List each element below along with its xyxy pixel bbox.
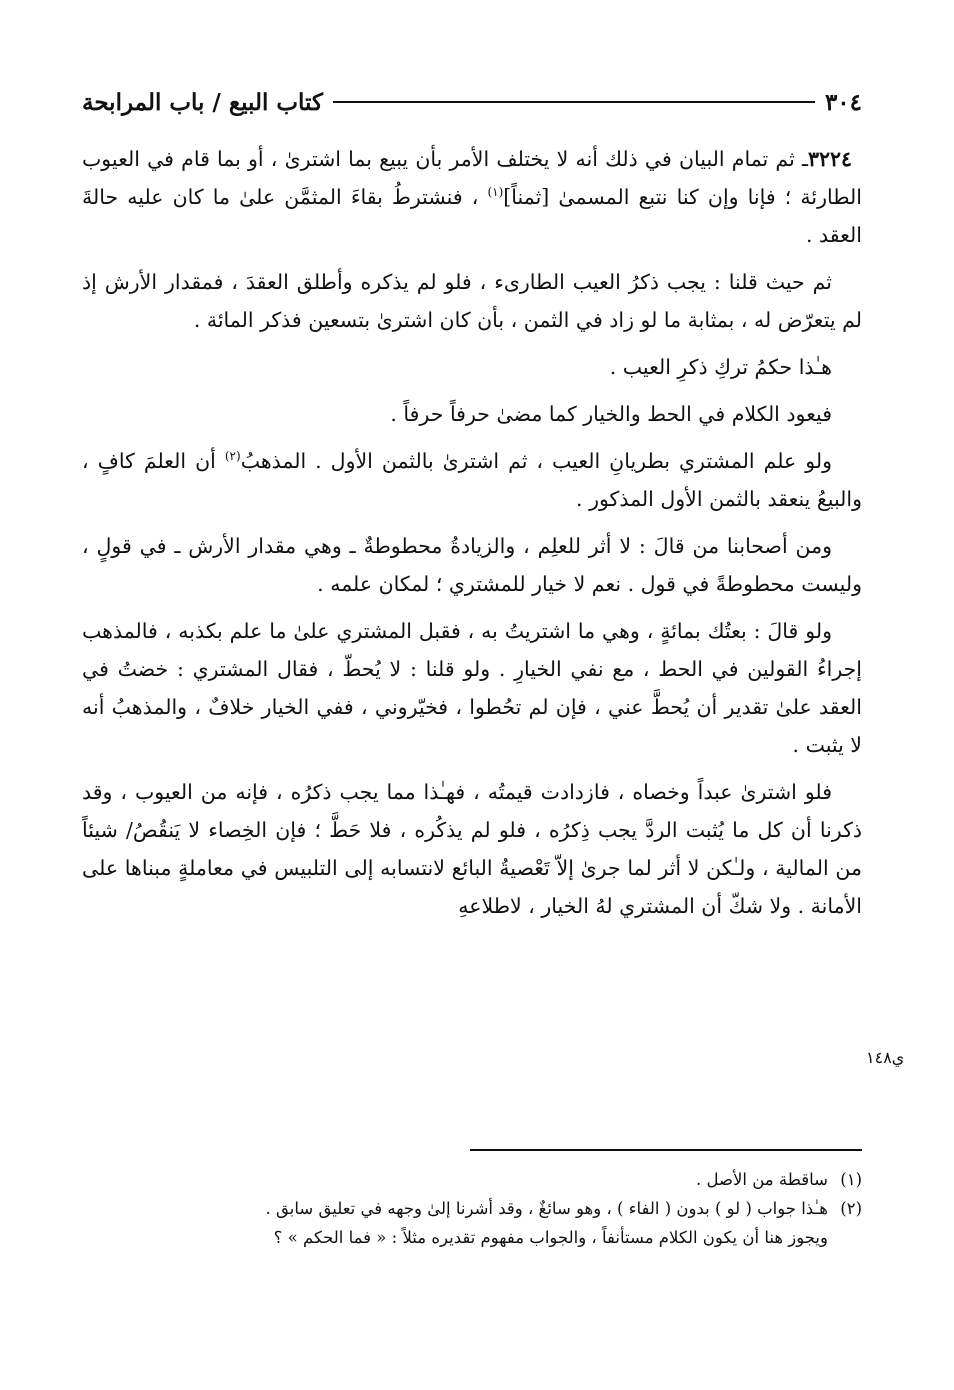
footnote-ref: (١) [487, 185, 504, 200]
paragraph-text: ولو علم المشتري بطريانِ العيب ، ثم اشترىٰ بالثمن الأول . المذهبُ [240, 449, 833, 473]
manuscript-folio-marker: ي١٤٨ [866, 1048, 905, 1067]
paragraph [82, 442, 862, 518]
paragraph-text: ، فنشترطُ بقاءَ المثمَّن علىٰ ما كان عليه حالةَ العقد . [82, 185, 862, 247]
paragraph: ولو قالَ : بعتُك بمائةٍ ، وهي ما اشتريتُ به ، فقبل المشتري علىٰ ما علم بكذبه ، فالمذهب إجراءُ القولين في الحط ، مع نفي الخيارِ . ولو قلنا : لا يُحطّ ، فقال المشتري : خضتُ في العقد علىٰ تقدير أن يُحطَّ عني ، فإن لم تحُطوا ، فخيّروني ، ففي الخيار خلافٌ ، والمذهبُ أنه لا يثبت . [82, 619, 862, 757]
main-text [82, 140, 862, 934]
paragraph: ثم حيث قلنا : يجب ذكرُ العيب الطارىء ، فلو لم يذكره وأطلق العقدَ ، فمقدار الأرش إذ لم يتعرّض له ، بمثابة ما لو زاد في الثمن ، بأن كان اشترىٰ بتسعين فذكر المائة . [82, 270, 862, 332]
footnote-text: ساقطة من الأصل . [696, 1170, 828, 1189]
footnote-number: (٢) [840, 1199, 862, 1218]
footnote-item [82, 1194, 862, 1223]
paragraph-issue [82, 140, 862, 254]
paragraph-text: أن العلمَ كافٍ ، والبيعُ ينعقد بالثمن الأول المذكور . [82, 449, 862, 511]
footnotes [82, 1165, 862, 1252]
paragraph: فيعود الكلام في الحط والخيار كما مضىٰ حرفاً حرفاً . [390, 402, 832, 426]
issue-number: ٣٢٢٤ [807, 147, 852, 171]
footnote-ref: (٢) [224, 449, 241, 464]
page-header [82, 82, 862, 122]
footnote-text: هـٰذا جواب ( لو ) بدون ( الفاء ) ، وهو سائغٌ ، وقد أشرنا إلىٰ وجهه في تعليق سابق . [265, 1199, 828, 1218]
page-number: ٣٠٤ [824, 88, 862, 116]
footnote-item [82, 1165, 862, 1194]
running-title: كتاب البيع / باب المرابحة [82, 88, 323, 116]
paragraph: ومن أصحابنا من قالَ : لا أثر للعلِم ، والزيادةُ محطوطةٌ ـ وهي مقدار الأرش ـ في قولٍ ، وليست محطوطةً في قول . نعم لا خيار للمشتري ؛ لمكان علمه . [82, 534, 862, 596]
paragraph: فلو اشترىٰ عبداً وخصاه ، فازدادت قيمتُه ، فهـٰذا مما يجب ذكرُه ، فإنه من العيوب ، وقد ذكرنا أن كل ما يُثبت الردَّ يجب ذِكرُه ، فلو لم يذكُره ، فلا حَطَّ ؛ فإن الخِصاء لا يَنقُصُ/ شيئاً من المالية ، ولـٰكن لا أثر لما جرىٰ إلاّ تَعْصيةُ البائع لانتسابه إلى التلبيس في معاملةٍ مبناها على الأمانة . ولا شكّ أن المشتري لهُ الخيار ، لاطلاعهِ [82, 780, 862, 918]
footnote-continuation: ويجوز هنا أن يكون الكلام مستأنفاً ، والجواب مفهوم تقديره مثلاً : « فما الحكم » ؟ [273, 1228, 828, 1247]
footnote-separator [470, 1149, 862, 1151]
footnote-number: (١) [840, 1170, 862, 1189]
header-rule [333, 101, 815, 103]
paragraph: هـٰذا حكمُ تركِ ذكرِ العيب . [609, 355, 832, 379]
paragraph-text: ـ ثم تمام البيان في ذلك أنه لا يختلف الأمر بأن يبيع بما اشترىٰ ، أو بما قام في العيوب الطارئة ؛ فإنا وإن كنا نتبع المسمىٰ [ثمناً] [82, 147, 863, 209]
